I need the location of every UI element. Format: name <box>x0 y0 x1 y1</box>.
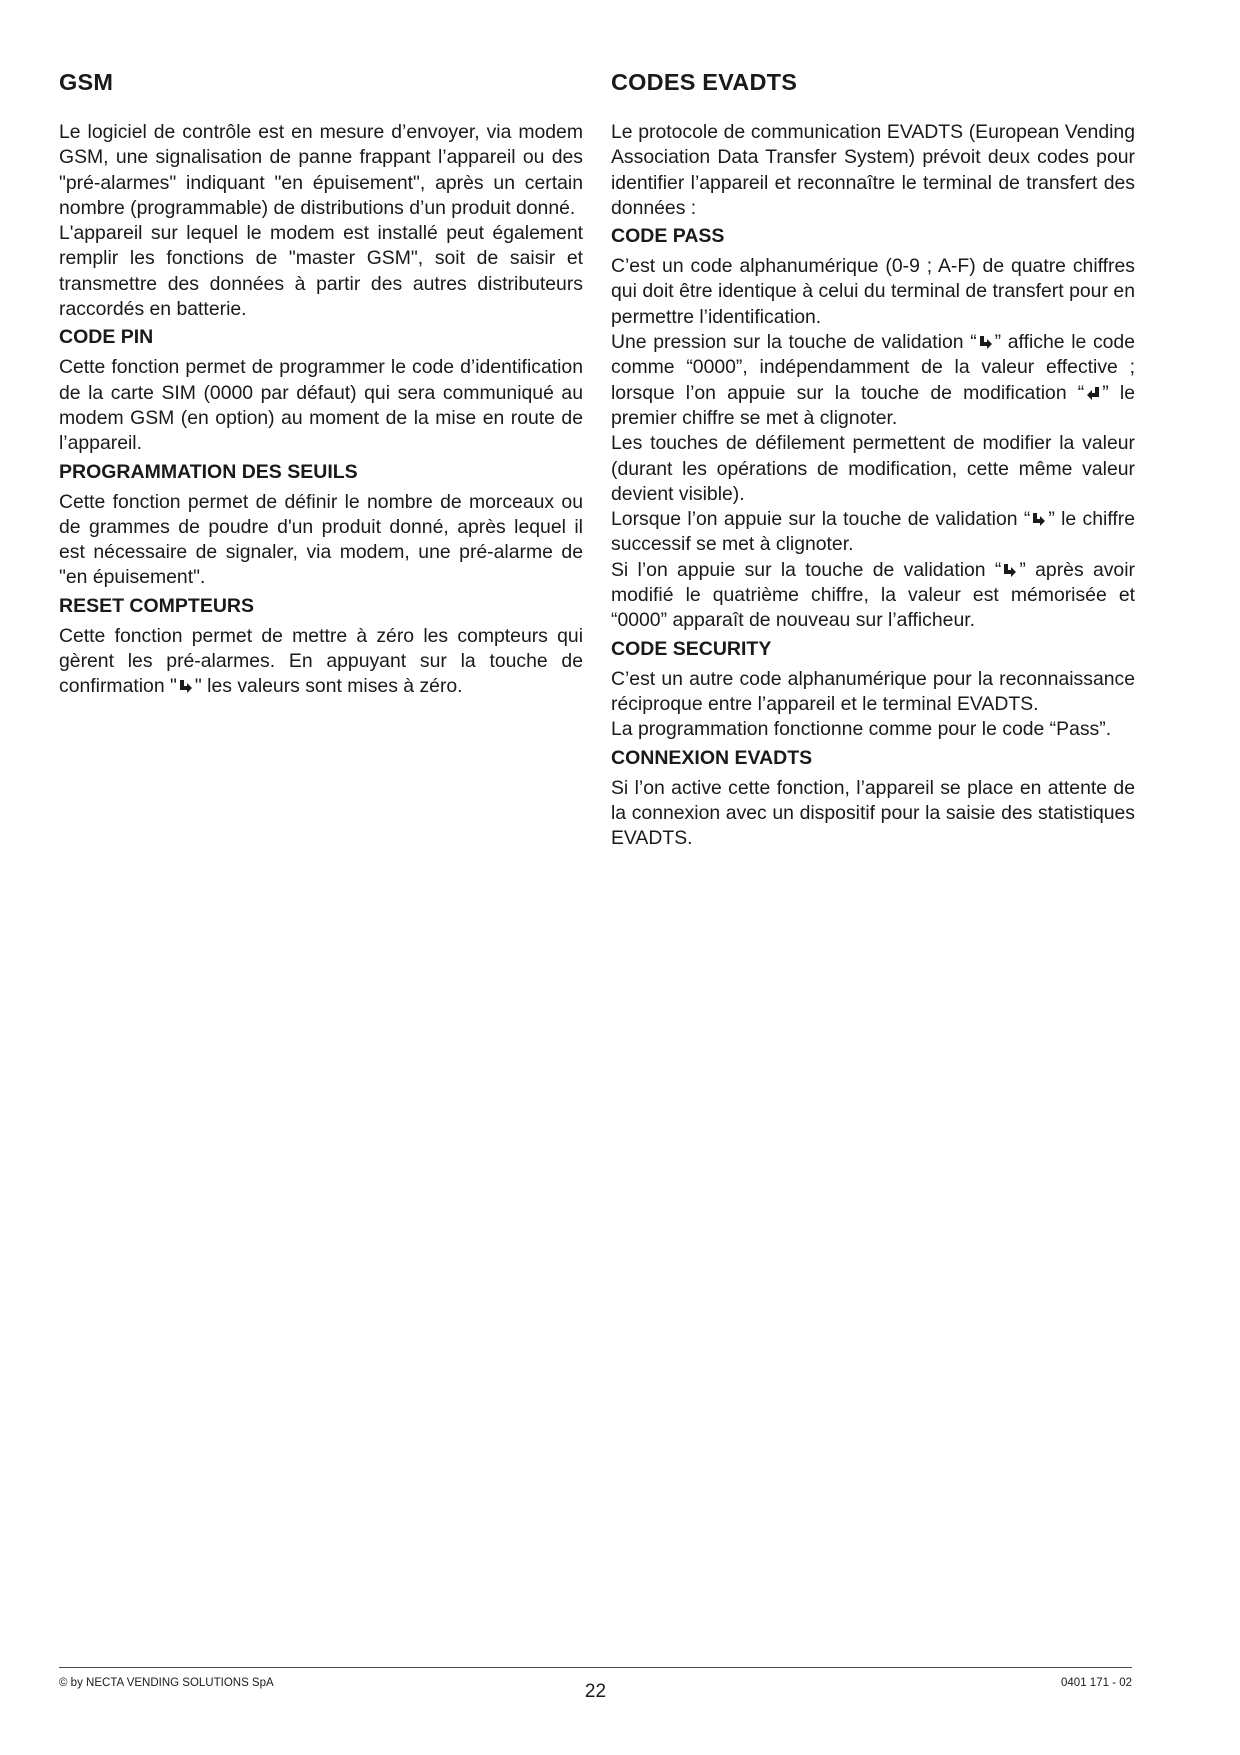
section-title-gsm: GSM <box>59 69 114 95</box>
connexion-section <box>611 746 1135 852</box>
code-pass-p5-b: ” après avoir modifié le quatrième chiffre, la valeur est mémorisée et “0000” apparaît de nouveau sur l’afficheur. <box>611 558 1135 632</box>
code-pass-p2-a: Une pression sur la touche de validation “ <box>611 331 977 354</box>
code-pass-p5-a: Si l’on appuie sur la touche de validation “ <box>611 558 1002 581</box>
code-pass-paragraph-2 <box>611 330 1135 431</box>
code-pin-heading: CODE PIN <box>59 326 154 349</box>
footer-divider <box>59 1667 1132 1668</box>
code-security-paragraph-2: La programmation fonctionne comme pour le code “Pass”. <box>611 718 1112 741</box>
gsm-intro-paragraph-1: Le logiciel de contrôle est en mesure d’envoyer, via modem GSM, une signalisation de panne frappant l’appareil ou des "pré-alarmes" indiquant "en épuisement", après un certain nombre (programmable) de distributions d’un produit donné. <box>59 121 583 219</box>
evadts-intro-paragraph: Le protocole de communication EVADTS (European Vending Association Data Transfer System) prévoit deux codes pour identifier l’appareil et reconnaître le terminal de transfert des données : <box>611 121 1135 219</box>
enter-key-icon <box>178 678 194 694</box>
document-code: 0401 171 - 02 <box>1061 1677 1132 1689</box>
enter-key-icon <box>1031 511 1047 527</box>
left-column <box>59 64 583 703</box>
connexion-heading: CONNEXION EVADTS <box>611 746 813 769</box>
code-pass-p4-b: ” le chiffre successif se met à clignoter. <box>611 508 1135 556</box>
code-pass-p2-b: ” affiche le code comme “0000”, indépendamment de la valeur effective ; lorsque l’on appuie sur la touche de modification “ <box>611 331 1135 404</box>
code-security-paragraph-1: C’est un autre code alphanumérique pour la reconnaissance réciproque entre l’appareil et le terminal EVADTS. <box>611 667 1135 715</box>
gsm-intro-paragraph-2: L'appareil sur lequel le modem est installé peut également remplir les fonctions de "master GSM", soit de saisir et transmettre des données à partir des autres distributeurs raccordés en batterie. <box>59 222 583 321</box>
code-pass-section <box>611 224 1135 633</box>
code-security-heading: CODE SECURITY <box>611 637 772 660</box>
gsm-intro <box>59 120 583 322</box>
page-footer <box>59 1667 1132 1727</box>
code-pin-section <box>59 325 583 456</box>
code-pin-text: Cette fonction permet de programmer le code d’identification de la carte SIM (0000 par défaut) qui sera communiqué au modem GSM (en option) au moment de la mise en route de l’appareil. <box>59 356 583 455</box>
page-number: 22 <box>584 1681 607 1702</box>
evadts-intro <box>611 120 1135 221</box>
code-pass-paragraph-4 <box>611 507 1135 558</box>
enter-key-icon <box>1002 562 1018 578</box>
seuils-text: Cette fonction permet de définir le nombre de morceaux ou de grammes de poudre d'un produit donné, après lequel il est nécessaire de signaler, via modem, une pré-alarme de "en épuisement". <box>59 490 583 589</box>
reset-text-before: Cette fonction permet de mettre à zéro les compteurs qui gèrent les pré-alarmes. En appuyant sur la touche de confirmation " <box>59 624 583 698</box>
seuils-section <box>59 460 583 591</box>
code-pass-p4-a: Lorsque l’on appuie sur la touche de validation “ <box>611 508 1031 531</box>
seuils-heading: PROGRAMMATION DES SEUILS <box>59 460 358 483</box>
code-security-section <box>611 637 1135 743</box>
code-pass-paragraph-5 <box>611 558 1135 634</box>
footer-copyright: © by NECTA VENDING SOLUTIONS SpA <box>59 1677 274 1689</box>
code-pass-paragraph-1: C’est un code alphanumérique (0-9 ; A-F) de quatre chiffres qui doit être identique à celui du terminal de transfert pour en permettre l’identification. <box>611 255 1135 328</box>
reset-text-after: " les valeurs sont mises à zéro. <box>194 675 463 698</box>
modify-key-icon <box>1085 385 1101 401</box>
enter-key-icon <box>978 334 994 350</box>
code-pass-p2-c: ” le premier chiffre se met à clignoter. <box>611 381 1136 429</box>
connexion-text: Si l’on active cette fonction, l’appareil se place en attente de la connexion avec un dispositif pour la saisie des statistiques EVADTS. <box>611 776 1135 850</box>
reset-heading: RESET COMPTEURS <box>59 594 255 617</box>
section-title-codes-evadts: CODES EVADTS <box>611 69 798 95</box>
code-pass-heading: CODE PASS <box>611 225 725 248</box>
reset-text <box>59 624 583 700</box>
code-pass-paragraph-3: Les touches de défilement permettent de modifier la valeur (durant les opérations de modification, cette même valeur devient visible). <box>611 432 1135 505</box>
right-column <box>611 64 1135 854</box>
reset-section <box>59 594 583 700</box>
